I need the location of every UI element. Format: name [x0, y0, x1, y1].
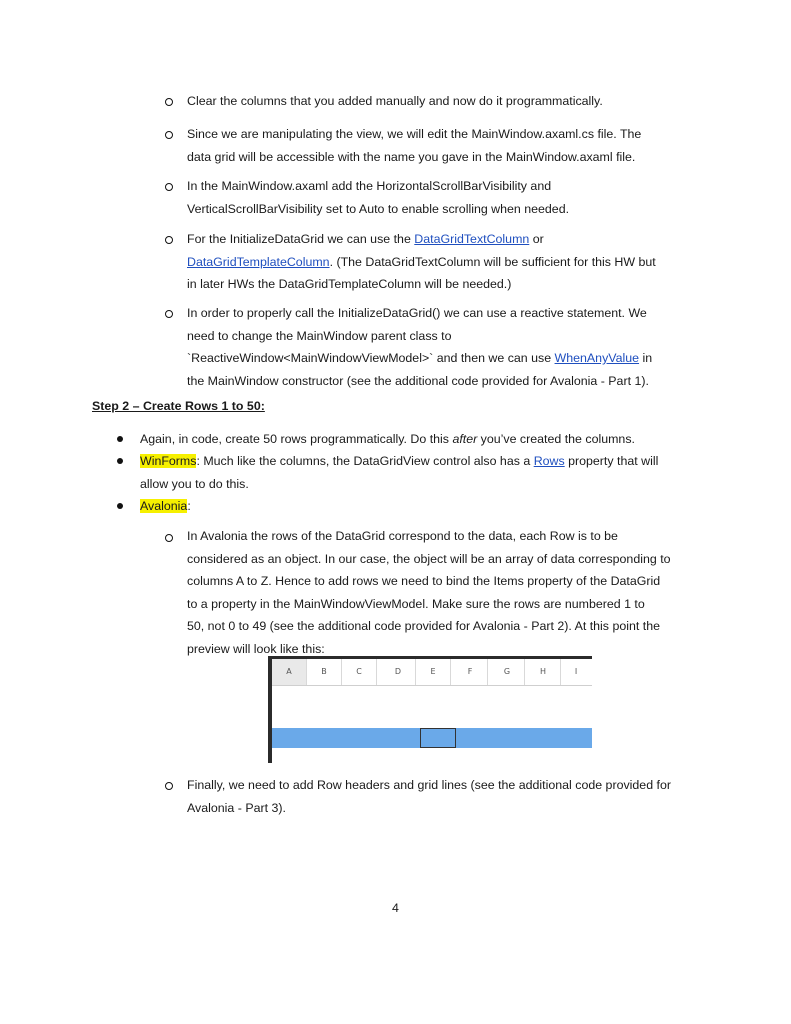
rows-link[interactable]: Rows: [533, 454, 565, 468]
page-number: 4: [392, 901, 399, 915]
column-header-cell: D: [381, 659, 416, 685]
item-line: DataGridTemplateColumn. (The DataGridTextColumn will be sufficient for this HW but: [187, 254, 656, 269]
item-line: need to change the MainWindow parent class to: [187, 328, 452, 343]
item-line: data grid will be accessible with the name you gave in the MainWindow.axaml file.: [187, 149, 636, 164]
sub-bullet-icon: [165, 236, 173, 244]
item-row-headers: [187, 774, 671, 819]
item-line: in later HWs the DataGridTemplateColumn will be needed.): [187, 277, 512, 291]
column-header-cell: C: [342, 659, 377, 685]
datagridtextcolumn-link[interactable]: DataGridTextColumn: [414, 232, 530, 246]
item-line: In Avalonia the rows of the DataGrid correspond to the data, each Row is to be: [187, 529, 618, 543]
selected-row: [272, 728, 592, 748]
sub-bullet-icon: [165, 310, 173, 318]
item-line: considered as an object. In our case, the object will be an array of data corresponding to: [187, 551, 671, 566]
preview-column-header: [272, 659, 592, 686]
sub-bullet-icon: [165, 183, 173, 191]
item-line: allow you to do this.: [140, 476, 249, 491]
item-line: preview will look like this:: [187, 641, 325, 656]
bullet-avalonia: Avalonia:: [140, 499, 191, 513]
column-header-cell: H: [526, 659, 561, 685]
column-header-cell: E: [416, 659, 451, 685]
whenanyvalue-link[interactable]: WhenAnyValue: [554, 351, 640, 365]
sub-bullet-icon: [165, 534, 173, 542]
bullet-icon: [117, 458, 123, 464]
winforms-label: WinForms: [140, 454, 197, 468]
bullet-winforms: [140, 450, 658, 495]
item-line: WinForms: Much like the columns, the DataGridView control also has a Rows property that will: [140, 454, 659, 468]
datagridtemplatecolumn-link[interactable]: DataGridTemplateColumn: [187, 254, 330, 269]
item-line: to a property in the MainWindowViewModel. Make sure the rows are numbered 1 to: [187, 596, 645, 611]
item-line: Since we are manipulating the view, we will edit the MainWindow.axaml.cs file. The: [187, 127, 642, 141]
column-header-cell: B: [307, 659, 342, 685]
item-line: columns A to Z. Hence to add rows we need to bind the Items property of the DataGrid: [187, 574, 661, 588]
column-header-cell: A: [272, 659, 307, 685]
item-reactive-statement: [187, 302, 652, 392]
item-line: In the MainWindow.axaml add the HorizontalScrollBarVisibility and: [187, 179, 552, 193]
item-scrollbar-visibility: [187, 175, 569, 220]
datagrid-preview: [268, 656, 592, 763]
item-clear-columns: [187, 90, 603, 113]
item-line: Finally, we need to add Row headers and grid lines (see the additional code provided for: [187, 778, 671, 792]
item-avalonia-rows: [187, 525, 671, 660]
item-edit-view: [187, 123, 641, 168]
column-header-cell: F: [453, 659, 488, 685]
bullet-icon: [117, 436, 123, 442]
sub-bullet-icon: [165, 782, 173, 790]
avalonia-label: Avalonia: [140, 499, 188, 513]
bullet-create-rows: Again, in code, create 50 rows programmatically. Do this after you’ve created the columns.: [140, 432, 635, 446]
bullet-icon: [117, 503, 123, 509]
column-header-cell: G: [490, 659, 525, 685]
item-line: VerticalScrollBarVisibility set to Auto to enable scrolling when needed.: [187, 201, 570, 216]
sub-bullet-icon: [165, 98, 173, 106]
item-line: `ReactiveWindow<MainWindowViewModel>` and then we can use WhenAnyValue in: [187, 351, 653, 365]
column-header-cell: I: [574, 667, 578, 676]
item-initialize-datagrid: [187, 228, 656, 296]
item-line: Avalonia - Part 3).: [187, 800, 286, 815]
item-text: Clear the columns that you added manually and now do it programmatically.: [187, 94, 603, 108]
sub-bullet-icon: [165, 131, 173, 139]
item-line: the MainWindow constructor (see the additional code provided for Avalonia - Part 1).: [187, 373, 649, 388]
focused-cell: [420, 728, 456, 748]
item-line: In order to properly call the InitializeDataGrid() we can use a reactive statement. We: [187, 306, 647, 320]
item-line: For the InitializeDataGrid we can use the DataGridTextColumn or: [187, 232, 544, 246]
step2-heading: Step 2 – Create Rows 1 to 50:: [92, 399, 265, 413]
item-line: 50, not 0 to 49 (see the additional code provided for Avalonia - Part 2). At this point the: [187, 619, 660, 633]
